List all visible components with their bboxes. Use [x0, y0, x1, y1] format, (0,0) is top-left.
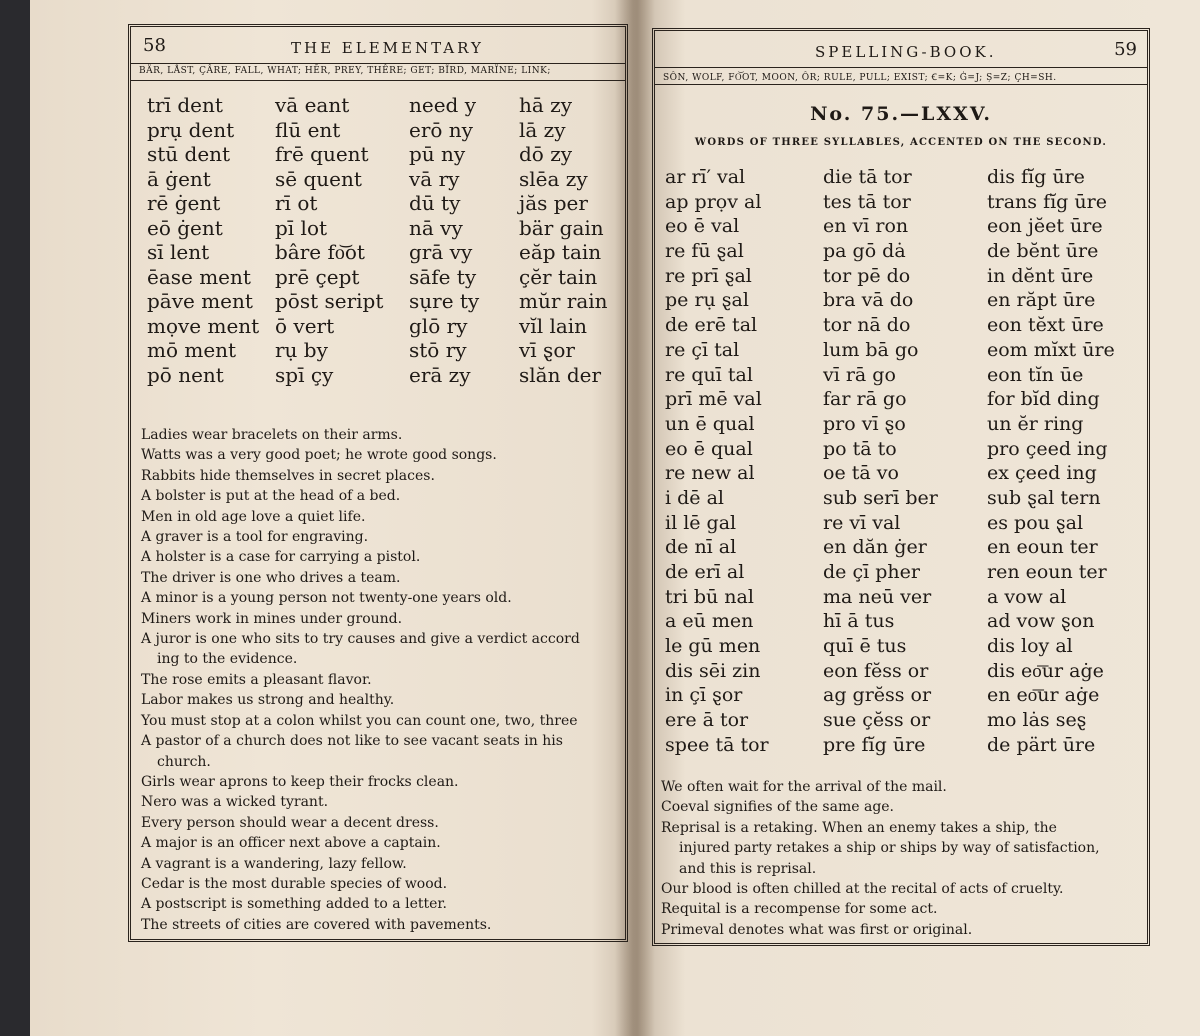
spelling-word: pa gō dȧ — [823, 240, 906, 263]
spelling-word: nā vy — [409, 215, 463, 240]
pronunciation-key: BÄR, LÅST, ÇÂRE, FALL, WHAT; HẼR, PREY, THÊRE; GET; BĨRD, MARÏNE; LINK; — [131, 63, 625, 81]
sentence-line: A graver is a tool for engraving. — [141, 529, 369, 546]
spelling-word: re çī tal — [665, 338, 740, 361]
spelling-word: frē quent — [275, 142, 369, 166]
spelling-word: re fū ȿal — [665, 240, 744, 263]
sentence-line: church. — [157, 753, 211, 770]
spelling-word: tor pē do — [823, 264, 911, 287]
spelling-word: rụ by — [275, 338, 328, 362]
spelling-word: lā zy — [519, 117, 566, 142]
spelling-word: oe tā vo — [823, 462, 899, 485]
spelling-word: re prī ȿal — [665, 264, 752, 287]
sentence-line: Men in old age love a quiet life. — [141, 508, 366, 525]
spelling-word: i dē al — [665, 486, 724, 509]
sentence-line: Labor makes us strong and healthy. — [141, 692, 395, 709]
spelling-word: slăn der — [519, 362, 602, 387]
right-page-header — [655, 37, 1147, 67]
spelling-word: eo ē val — [665, 215, 740, 238]
spelling-word: grā vy — [409, 240, 473, 264]
spelling-word: pī lot — [275, 215, 328, 240]
left-page — [128, 24, 628, 942]
spelling-word: mō ment — [147, 338, 237, 362]
spelling-word: rē ġent — [147, 191, 221, 215]
spelling-word: sē quent — [275, 166, 362, 191]
spelling-word: re quī tal — [665, 363, 753, 386]
spelling-word: for bĭd ding — [987, 388, 1100, 411]
spelling-word: in çī ȿor — [665, 684, 743, 707]
spelling-word: en eo͞ur aġe — [987, 684, 1100, 707]
spelling-word: jăs per — [519, 191, 588, 215]
spelling-word: erō ny — [409, 117, 473, 142]
spelling-word: de bĕnt ūre — [987, 240, 1099, 263]
sentence-line: Cedar is the most durable species of wood. — [141, 875, 448, 892]
spelling-word: de pärt ūre — [987, 733, 1096, 756]
sentence-line: A pastor of a church does not like to see vacant seats in his — [141, 733, 563, 750]
spelling-word: a vow al — [987, 585, 1067, 608]
spelling-word: far rā go — [823, 388, 907, 411]
spelling-word: eō ġent — [147, 215, 223, 240]
sentence-line: A minor is a young person not twenty-one years old. — [141, 590, 512, 607]
spelling-word: re vī val — [823, 511, 901, 534]
word-table — [147, 93, 617, 393]
definition-line: Coeval signifies of the same age. — [661, 799, 895, 816]
spelling-word: ere ā tor — [665, 709, 749, 732]
sentence-line: The rose emits a pleasant flavor. — [141, 671, 372, 688]
spelling-word: flū ent — [275, 117, 341, 142]
spelling-word: sub serī ber — [823, 486, 938, 509]
word-column — [519, 93, 608, 387]
spelling-word: vī rā go — [823, 363, 896, 386]
spelling-word: de erī al — [665, 561, 745, 583]
spelling-word: need y — [409, 93, 477, 117]
definition-line: Our blood is often chilled at the recital of acts of cruelty. — [661, 881, 1064, 898]
spelling-word: es pou ȿal — [987, 511, 1084, 534]
spelling-word: ag grĕss or — [823, 684, 932, 707]
spelling-word: dō zy — [519, 142, 573, 166]
spelling-word: rī ot — [275, 191, 318, 215]
sentence-line: A postscript is something added to a letter. — [141, 896, 448, 913]
spelling-word: vĭl lain — [519, 313, 588, 338]
spelling-word: spee tā tor — [665, 733, 769, 756]
spelling-word: die tā tor — [823, 166, 912, 188]
spelling-word: vā ry — [409, 166, 460, 191]
spelling-word: in dĕnt ūre — [987, 264, 1094, 287]
spelling-word: prī mē val — [665, 388, 762, 411]
spelling-word: ma neū ver — [823, 585, 932, 608]
sentence-line: A bolster is put at the head of a bed. — [141, 488, 401, 505]
spelling-word: prē çept — [275, 264, 360, 289]
spelling-word: eom mĭxt ūre — [987, 338, 1115, 361]
spelling-word: ar rī′ val — [665, 166, 746, 188]
spelling-word: mŭr rain — [519, 289, 608, 313]
spelling-word: le gū men — [665, 635, 761, 658]
spelling-word: en vī ron — [823, 215, 909, 238]
spelling-word: tor nā do — [823, 314, 911, 337]
spelling-word: eon tĭn ūe — [987, 363, 1084, 386]
sentence-line: Every person should wear a decent dress. — [141, 814, 439, 831]
spelling-word: en dăn ġer — [823, 536, 927, 559]
sentence-line: Girls wear aprons to keep their frocks clean. — [141, 773, 459, 790]
spelling-word: pe rụ ȿal — [665, 289, 749, 312]
sentence-line: Nero was a wicked tyrant. — [141, 794, 329, 811]
sentence-line: Rabbits hide themselves in secret places. — [141, 467, 435, 484]
spelling-word: en eoun ter — [987, 536, 1098, 559]
definition-line: Primeval denotes what was first or original. — [661, 921, 973, 938]
spelling-word: trans fĭg ūre — [987, 190, 1107, 213]
spelling-word: pre fĭg ūre — [823, 733, 926, 756]
word-table — [665, 165, 1145, 765]
spelling-word: ō vert — [275, 313, 335, 338]
spelling-word: bâre fo͝ot — [275, 240, 365, 264]
sentence-line: The streets of cities are covered with pavements. — [141, 916, 492, 933]
spelling-word: sụre ty — [409, 289, 480, 313]
right-page — [652, 28, 1150, 946]
spelling-word: sāfe ty — [409, 264, 477, 289]
definition-line: Requital is a recompense for some act. — [661, 901, 938, 918]
spelling-word: hā zy — [519, 93, 572, 117]
spelling-word: pāve ment — [147, 289, 253, 313]
sentence-line: You must stop at a colon whilst you can count one, two, three — [141, 712, 578, 729]
spelling-word: eon jĕet ūre — [987, 215, 1103, 238]
page-number: 59 — [1114, 39, 1137, 60]
word-column — [987, 165, 1115, 758]
word-column — [275, 93, 383, 387]
spelling-word: tri bū nal — [665, 585, 754, 608]
spelling-word: prụ dent — [147, 117, 235, 142]
spelling-word: dū ty — [409, 191, 461, 215]
spelling-word: dis loy al — [987, 635, 1073, 658]
pronunciation-key: SÔN, WOLF, FO͝OT, MOON, ÔR; RULE, PULL; EXIST; Ꞓ=K; Ġ=J; Ș=Z; ÇH=SH. — [655, 67, 1147, 85]
page-number: 58 — [143, 35, 166, 56]
left-page-header — [131, 33, 625, 63]
spelling-word: stō ry — [409, 338, 467, 362]
spelling-word: sī lent — [147, 240, 210, 264]
word-column — [665, 165, 769, 758]
spelling-word: tes tā tor — [823, 190, 911, 213]
spelling-word: lum bā go — [823, 338, 919, 361]
spelling-word: slēa zy — [519, 166, 588, 191]
spelling-word: ap prọv al — [665, 190, 762, 213]
spelling-word: de nī al — [665, 536, 737, 559]
spelling-word: eon tĕxt ūre — [987, 314, 1104, 337]
sentence-line: A major is an officer next above a captain. — [141, 835, 441, 852]
spelling-word: eo ē qual — [665, 437, 753, 460]
definition-line: Reprisal is a retaking. When an enemy takes a ship, the — [661, 819, 1057, 836]
spelling-word: erā zy — [409, 362, 471, 387]
spelling-word: ren eoun ter — [987, 561, 1107, 583]
spelling-word: a eū men — [665, 610, 754, 633]
lesson-title: No. 75.—LXXV. — [810, 103, 992, 125]
sentence-line: Ladies wear bracelets on their arms. — [141, 427, 403, 443]
spelling-word: bär gain — [519, 215, 604, 240]
running-head: THE ELEMENTARY — [291, 39, 484, 57]
spelling-word: sue çĕss or — [823, 709, 931, 732]
reading-sentences — [141, 425, 625, 935]
word-column — [409, 93, 479, 387]
spelling-word: pro vī ȿo — [823, 412, 906, 435]
spelling-word: dis fĭg ūre — [987, 166, 1085, 188]
running-head: SPELLING-BOOK. — [815, 43, 997, 61]
spelling-word: quī ē tus — [823, 635, 907, 658]
spelling-word: re new al — [665, 462, 755, 485]
definition-sentences — [661, 777, 1147, 940]
spelling-word: un ē qual — [665, 412, 755, 435]
spelling-word: sub ȿal tern — [987, 486, 1101, 509]
spelling-word: pō nent — [147, 362, 224, 387]
definition-line: and this is reprisal. — [679, 860, 817, 877]
definition-line: We often wait for the arrival of the mail. — [661, 779, 947, 795]
spelling-word: de erē tal — [665, 314, 758, 337]
word-column — [823, 165, 938, 758]
spelling-word: pū ny — [409, 142, 466, 166]
spelling-word: ēase ment — [147, 264, 251, 289]
spelling-word: eăp tain — [519, 240, 602, 264]
spelling-word: de çī pher — [823, 561, 920, 583]
spelling-word: stū dent — [147, 142, 231, 166]
sentence-line: Miners work in mines under ground. — [141, 610, 403, 627]
spelling-word: dis eo͞ur aġe — [987, 659, 1104, 682]
word-column — [147, 93, 259, 387]
spelling-word: trī dent — [147, 93, 223, 117]
spelling-word: bra vā do — [823, 289, 914, 312]
spelling-word: vī ȿor — [519, 338, 575, 362]
spelling-word: hī ā tus — [823, 610, 895, 633]
sentence-line: Watts was a very good poet; he wrote good songs. — [141, 447, 497, 464]
spelling-word: glō ry — [409, 313, 468, 338]
definition-line: injured party retakes a ship or ships by way of satisfaction, — [679, 840, 1100, 857]
spelling-word: spī çy — [275, 362, 334, 387]
lesson-subtitle: WORDS OF THREE SYLLABLES, ACCENTED ON THE SECOND. — [694, 137, 1108, 148]
sentence-line: A holster is a case for carrying a pistol. — [141, 549, 421, 566]
spelling-word: un ĕr ring — [987, 412, 1084, 435]
sentence-line: A vagrant is a wandering, lazy fellow. — [141, 855, 407, 872]
sentence-line: A juror is one who sits to try causes and give a verdict accord — [141, 631, 580, 648]
spelling-word: pro çeed ing — [987, 437, 1108, 460]
spelling-word: çĕr tain — [519, 264, 598, 289]
spelling-word: ā ġent — [147, 166, 211, 191]
spelling-word: po tā to — [823, 437, 897, 460]
spelling-word: vā eant — [275, 93, 350, 117]
spelling-word: dis sēi zin — [665, 659, 761, 682]
sentence-line: The driver is one who drives a team. — [141, 569, 401, 586]
spelling-word: ex çeed ing — [987, 462, 1097, 485]
spelling-word: eon fĕss or — [823, 659, 929, 682]
spelling-word: mo lȧs seȿ — [987, 709, 1087, 732]
spelling-word: il lē gal — [665, 511, 737, 534]
spelling-word: pōst seript — [275, 289, 384, 313]
spelling-word: ad vow ȿon — [987, 610, 1095, 633]
spelling-word: en răpt ūre — [987, 289, 1096, 312]
sentence-line: ing to the evidence. — [157, 651, 298, 668]
spelling-word: mọve ment — [147, 313, 260, 338]
